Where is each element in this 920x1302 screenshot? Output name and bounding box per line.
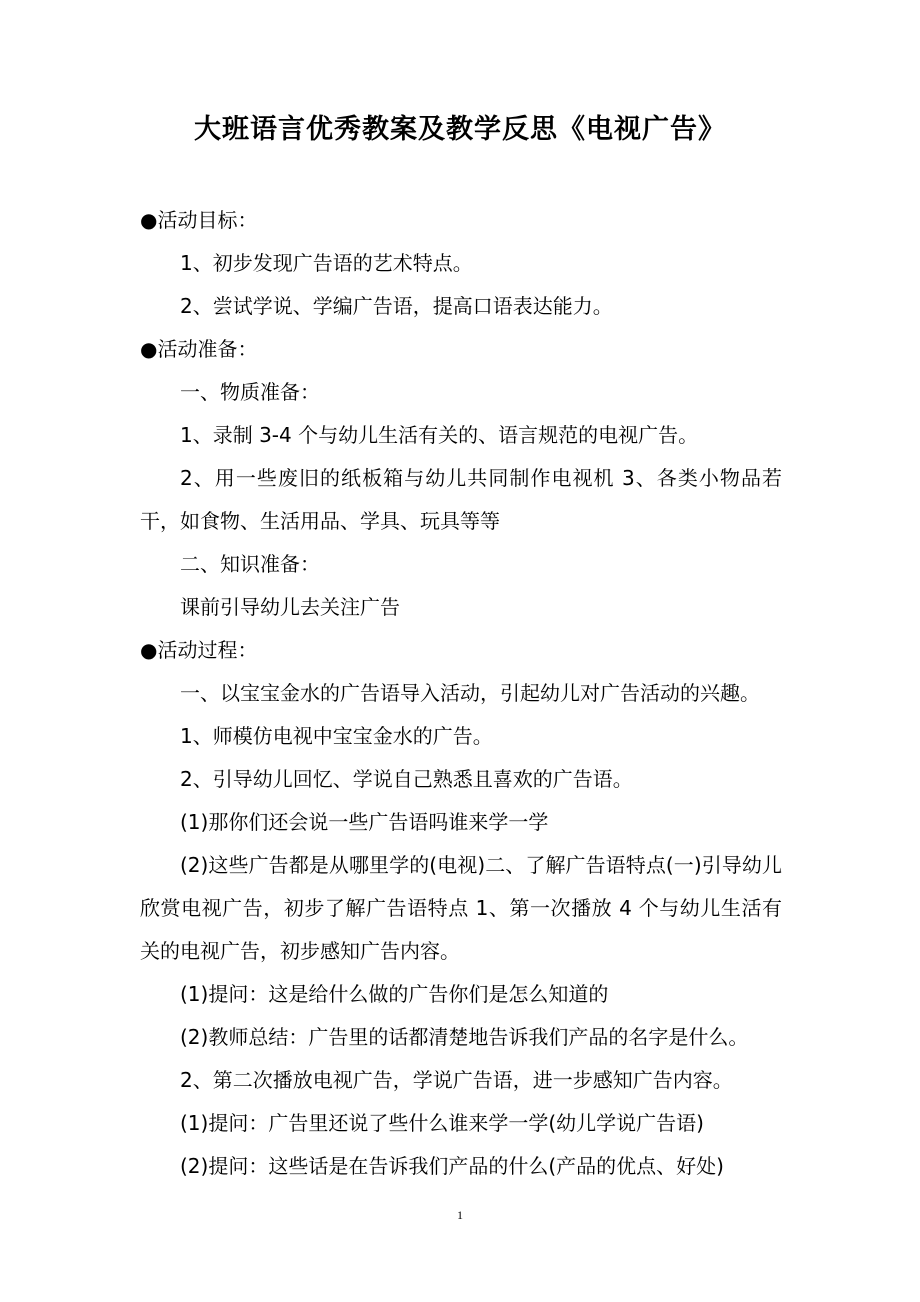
section-heading: ●活动目标： — [140, 208, 258, 232]
paragraph: 一、以宝宝金水的广告语导入活动，引起幼儿对广告活动的兴趣。 — [180, 681, 760, 705]
page-number: 1 — [457, 1208, 463, 1222]
section-heading: ●活动过程： — [140, 638, 258, 662]
document-title: 大班语言优秀教案及教学反思《电视广告》 — [194, 114, 726, 145]
paragraph: (1)提问：广告里还说了些什么谁来学一学(幼儿学说广告语) — [180, 1111, 704, 1135]
section-heading: ●活动准备： — [140, 337, 258, 361]
paragraph: 2、尝试学说、学编广告语，提高口语表达能力。 — [180, 294, 613, 318]
paragraph: (1)那你们还会说一些广告语吗谁来学一学 — [180, 810, 549, 834]
paragraph: 1、录制 3-4 个与幼儿生活有关的、语言规范的电视广告。 — [180, 423, 699, 447]
paragraph: (2)提问：这些话是在告诉我们产品的什么(产品的优点、好处) — [180, 1154, 724, 1178]
paragraph: 课前引导幼儿去关注广告 — [180, 595, 400, 619]
paragraph: (2)这些广告都是从哪里学的(电视)二、了解广告语特点(一)引导幼儿欣赏电视广告，初步了解广告语特点 1、第一次播放 4 个与幼儿生活有关的电视广告，初步感知广告内容。 — [140, 853, 782, 963]
paragraph: 2、引导幼儿回忆、学说自己熟悉且喜欢的广告语。 — [180, 767, 633, 791]
paragraph: 1、师模仿电视中宝宝金水的广告。 — [180, 724, 493, 748]
paragraph: (1)提问：这是给什么做的广告你们是怎么知道的 — [180, 982, 609, 1006]
paragraph: (2)教师总结：广告里的话都清楚地告诉我们产品的名字是什么。 — [180, 1025, 749, 1049]
paragraph: 1、初步发现广告语的艺术特点。 — [180, 251, 473, 275]
paragraph: 2、第二次播放电视广告，学说广告语，进一步感知广告内容。 — [180, 1068, 733, 1092]
paragraph: 二、知识准备： — [180, 552, 320, 576]
paragraph: 2、用一些废旧的纸板箱与幼儿共同制作电视机 3、各类小物品若干，如食物、生活用品、学具、玩具等等 — [140, 466, 782, 533]
document-body — [140, 199, 782, 1188]
paragraph: 一、物质准备： — [180, 380, 320, 404]
